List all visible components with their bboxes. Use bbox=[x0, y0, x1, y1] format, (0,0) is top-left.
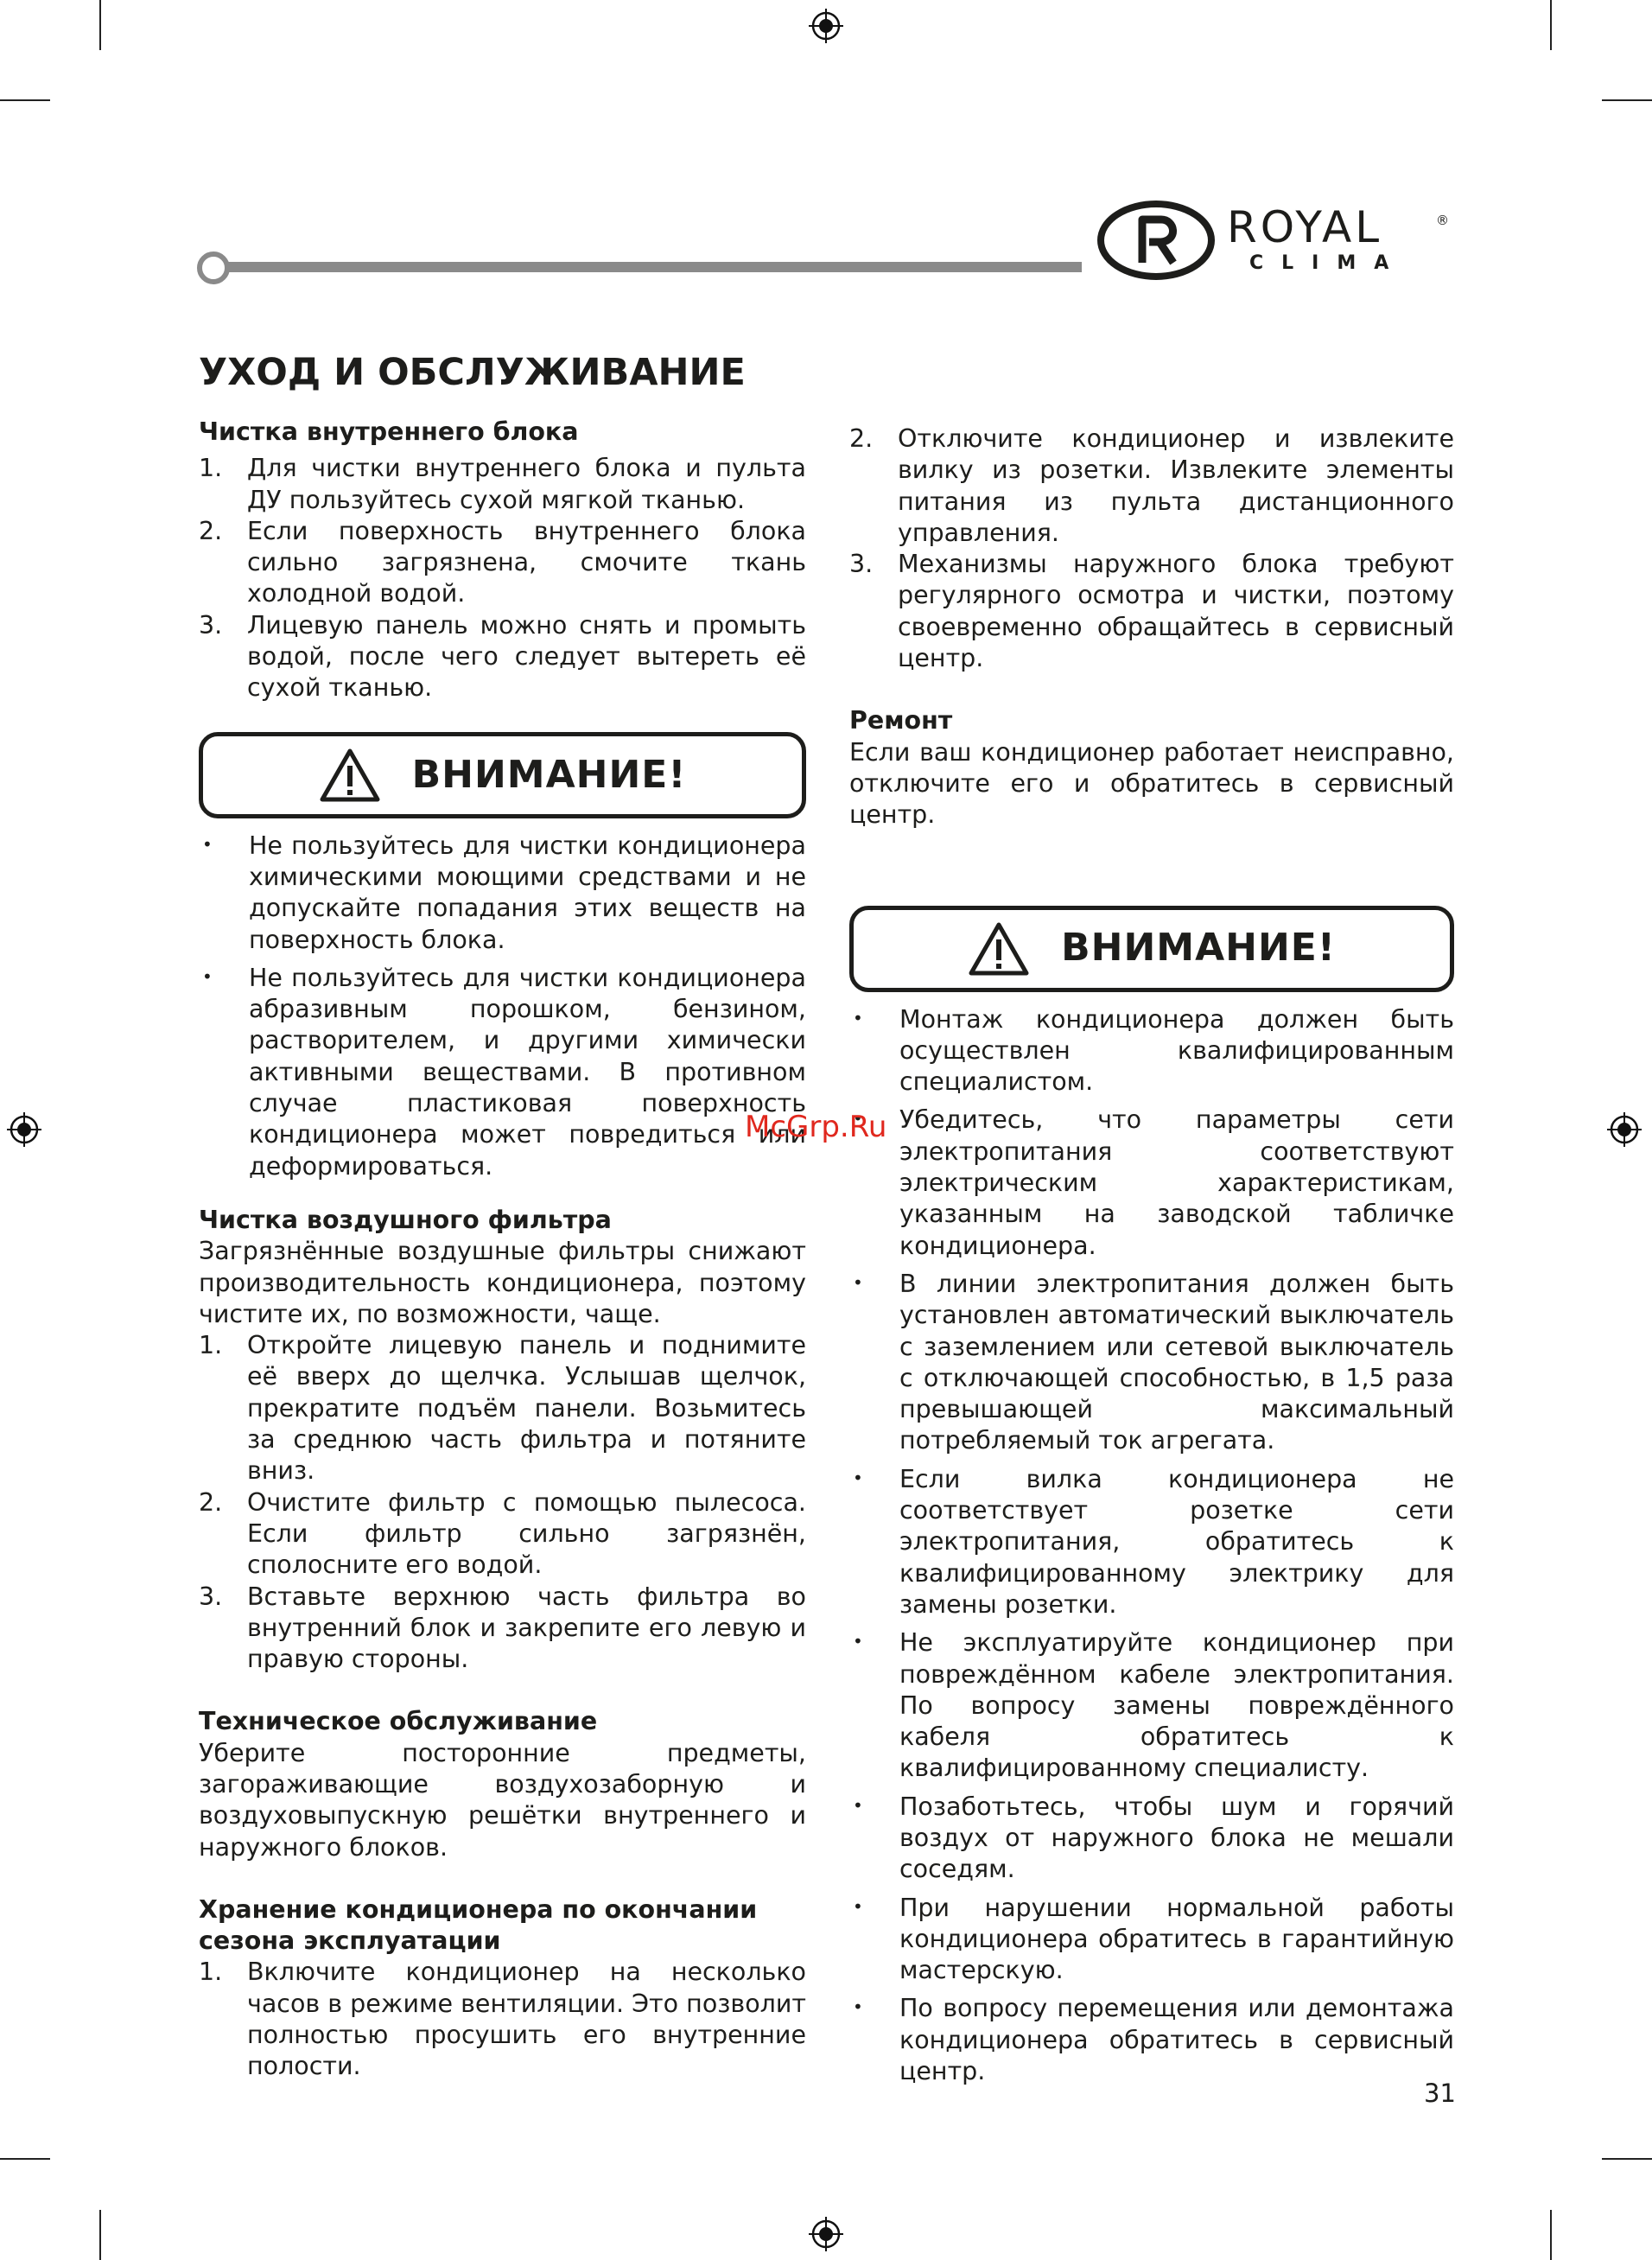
section-heading: Ремонт bbox=[849, 706, 953, 735]
registration-mark-icon bbox=[1607, 1112, 1642, 1147]
bullet-list bbox=[199, 831, 806, 1182]
numbered-list bbox=[199, 1330, 806, 1675]
list-item bbox=[199, 1957, 806, 2082]
list-text: Откройте лицевую панель и поднимите её вверх до щелчка. Услышав щелчок, прекратите подъём панели. Возьмитесь за среднюю часть фильтра и потяните вниз. bbox=[247, 1331, 806, 1486]
list-item: • В линии электропитания должен быть установлен автоматический выключатель с заземлением или сетевой выключатель с отключающей способностью, в 1,5 раза превышающей максимальный потребляемый ток агрегата. bbox=[849, 1269, 1454, 1457]
right-column bbox=[849, 423, 1454, 2094]
brand-registered-mark: ® bbox=[1436, 213, 1449, 228]
warning-label: ВНИМАНИЕ! bbox=[1061, 926, 1336, 971]
section-text: Загрязнённые воздушные фильтры снижают производительность кондиционера, поэтому чистите их, по возможности, чаще. bbox=[199, 1237, 806, 1328]
list-item bbox=[199, 610, 806, 704]
crop-mark bbox=[99, 2210, 101, 2260]
section-text: Уберите посторонние предметы, загораживающие воздухозаборную и воздуховыпускную решётки внутреннего и наружного блоков. bbox=[199, 1738, 806, 1862]
registration-mark-icon bbox=[7, 1112, 41, 1147]
list-number: 3. bbox=[199, 1582, 223, 1611]
list-text: Очистите фильтр с помощью пылесоса. Если фильтр сильно загрязнён, сполосните его водой. bbox=[247, 1487, 806, 1580]
list-item: • По вопросу перемещения или демонтажа кондиционера обратитесь в сервисный центр. bbox=[849, 1993, 1454, 2087]
section-heading: Чистка внутреннего блока bbox=[199, 417, 579, 446]
list-number: 1. bbox=[199, 1331, 223, 1360]
section-heading: Чистка воздушного фильтра bbox=[199, 1205, 612, 1234]
list-item bbox=[849, 549, 1454, 674]
header-rule-knob bbox=[197, 251, 230, 284]
crop-mark bbox=[0, 2158, 50, 2160]
brand-name: ROYAL bbox=[1227, 202, 1383, 252]
crop-mark bbox=[1550, 0, 1552, 50]
crop-mark bbox=[99, 0, 101, 50]
list-item: • При нарушении нормальной работы кондиционера обратитесь в гарантийную мастерскую. bbox=[849, 1893, 1454, 1987]
watermark-link[interactable]: McGrp.Ru bbox=[745, 1110, 887, 1144]
royal-r-logo-icon bbox=[1097, 201, 1215, 280]
list-number: 2. bbox=[199, 1487, 223, 1517]
list-item: • Не пользуйтесь для чистки кондиционера абразивным порошком, бензином, растворителем, и другими химически активными веществами. В противном случае пластиковая поверхность кондиционера может повредиться или деформироваться. bbox=[199, 963, 806, 1182]
list-item bbox=[849, 423, 1454, 549]
list-text: Отключите кондиционер и извлеките вилку из розетки. Извлеките элементы питания из пульта дистанционного управления. bbox=[898, 424, 1454, 547]
list-item: • Если вилка кондиционера не соответствует розетке сети электропитания, обратитесь к квалифицированному электрику для замены розетки. bbox=[849, 1464, 1454, 1620]
list-item: • Не пользуйтесь для чистки кондиционера химическими моющими средствами и не допускайте попадания этих веществ на поверхность блока. bbox=[199, 831, 806, 956]
list-number: 3. bbox=[849, 550, 874, 579]
list-text: Вставьте верхнюю часть фильтра во внутренний блок и закрепите его левую и правую стороны. bbox=[247, 1582, 806, 1674]
numbered-list bbox=[849, 423, 1454, 674]
crop-mark bbox=[1550, 2210, 1552, 2260]
list-number: 2. bbox=[199, 516, 223, 545]
section-text: Если ваш кондиционер работает неисправно, отключите его и обратитесь в сервисный центр. bbox=[849, 737, 1454, 830]
list-item: • Не эксплуатируйте кондиционер при повреждённом кабеле электропитания. По вопросу замены повреждённого кабеля обратитесь к квалифицированному специалисту. bbox=[849, 1627, 1454, 1784]
warning-triangle-icon bbox=[319, 747, 381, 804]
numbered-list bbox=[199, 1957, 806, 2082]
list-text: Механизмы наружного блока требуют регулярного осмотра и чистки, поэтому своевременно обращайтесь в сервисный центр. bbox=[898, 550, 1454, 673]
list-item bbox=[199, 453, 806, 516]
list-item: • Монтаж кондиционера должен быть осуществлен квалифицированным специалистом. bbox=[849, 1004, 1454, 1098]
list-text: Для чистки внутреннего блока и пульта ДУ пользуйтесь сухой мягкой тканью. bbox=[247, 454, 806, 514]
list-text: Если поверхность внутреннего блока сильно загрязнена, смочите ткань холодной водой. bbox=[247, 516, 806, 608]
page-title: УХОД И ОБСЛУЖИВАНИЕ bbox=[199, 351, 746, 394]
warning-label: ВНИМАНИЕ! bbox=[411, 752, 687, 797]
list-number: 2. bbox=[849, 424, 874, 453]
crop-mark bbox=[0, 99, 50, 101]
list-number: 1. bbox=[199, 454, 223, 483]
list-item: • Позаботьтесь, чтобы шум и горячий воздух от наружного блока не мешали соседям. bbox=[849, 1792, 1454, 1886]
list-number: 1. bbox=[199, 1958, 223, 1987]
registration-mark-icon bbox=[809, 9, 843, 43]
list-item bbox=[199, 1487, 806, 1582]
section-heading: Техническое обслуживание bbox=[199, 1707, 598, 1736]
warning-triangle-icon bbox=[968, 920, 1030, 977]
bullet-list bbox=[849, 1004, 1454, 2088]
left-column bbox=[199, 417, 806, 2083]
list-text: Включите кондиционер на несколько часов в режиме вентиляции. Это позволит полностью просушить его внутренние полости. bbox=[247, 1958, 806, 2081]
warning-box bbox=[199, 732, 806, 818]
numbered-list bbox=[199, 453, 806, 703]
crop-mark bbox=[1602, 99, 1652, 101]
warning-box bbox=[849, 906, 1454, 992]
crop-mark bbox=[1602, 2158, 1652, 2160]
section-heading: Хранение кондиционера по окончании сезона эксплуатации bbox=[199, 1894, 758, 1956]
list-item bbox=[199, 1330, 806, 1487]
list-item: • Убедитесь, что параметры сети электропитания соответствуют электрическим характеристикам, указанным на заводской табличке кондиционера. bbox=[849, 1105, 1454, 1261]
brand-subname: CLIMA bbox=[1249, 252, 1407, 274]
list-item bbox=[199, 1582, 806, 1676]
list-number: 3. bbox=[199, 610, 223, 640]
list-item bbox=[199, 516, 806, 610]
brand-logo bbox=[1097, 197, 1460, 283]
registration-mark-icon bbox=[809, 2217, 843, 2251]
header-rule bbox=[199, 262, 1082, 272]
page-number: 31 bbox=[1424, 2079, 1456, 2108]
list-text: Лицевую панель можно снять и промыть водой, после чего следует вытереть её сухой тканью. bbox=[247, 610, 806, 703]
